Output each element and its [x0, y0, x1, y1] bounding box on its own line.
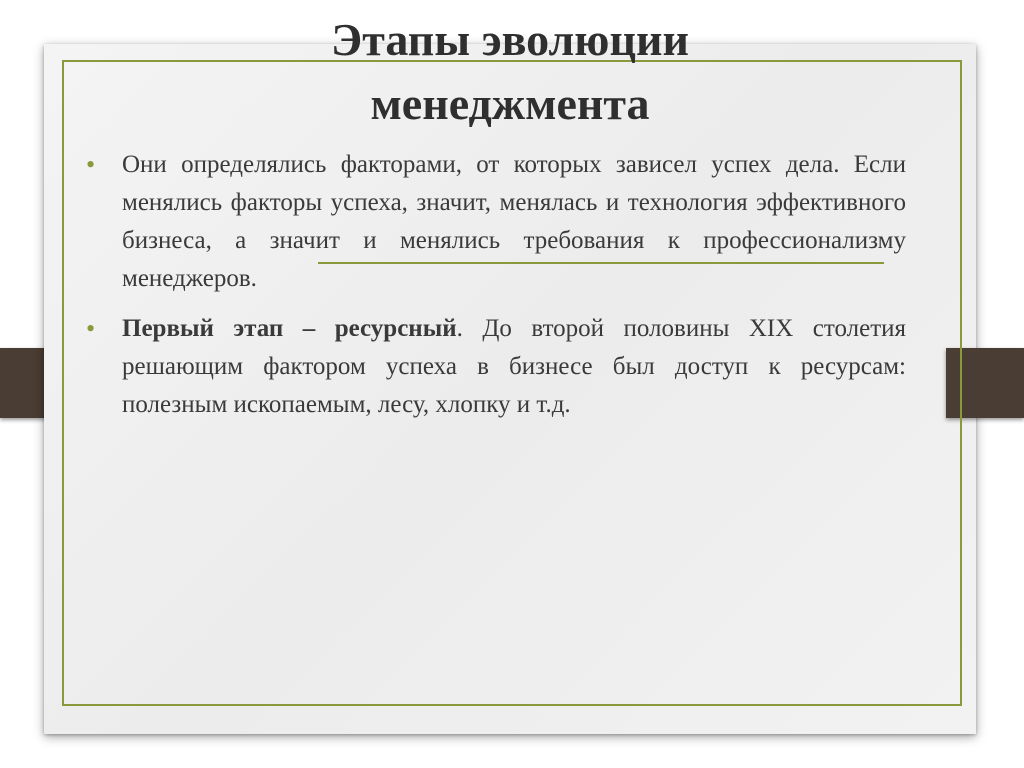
bullet-dot-icon: •: [86, 150, 96, 179]
title-line-2: менеджмента: [370, 78, 650, 129]
bullet-1-text: Они определялись факторами, от которых зависел успех дела. Если менялись факторы успеха, значит, менялась и технология эффективного бизнеса, а значит и менялись требования к профессионализму менеджеров.: [122, 151, 906, 292]
bullet-2-bold-text: Первый этап – ресурсный: [122, 315, 457, 342]
bullet-item-2: [86, 310, 906, 424]
slide-title: [100, 8, 920, 136]
bullet-dot-icon: •: [86, 314, 96, 343]
title-line-1: Этапы эволюции: [331, 14, 689, 65]
content-body: [86, 146, 906, 436]
bullet-item-1: [86, 146, 906, 298]
bullet-2-text: . До второй половины XIX столетия решающим фактором успеха в бизнесе был доступ к ресурсам: полезным ископаемым, лесу, хлопку и т.д.: [122, 315, 906, 418]
